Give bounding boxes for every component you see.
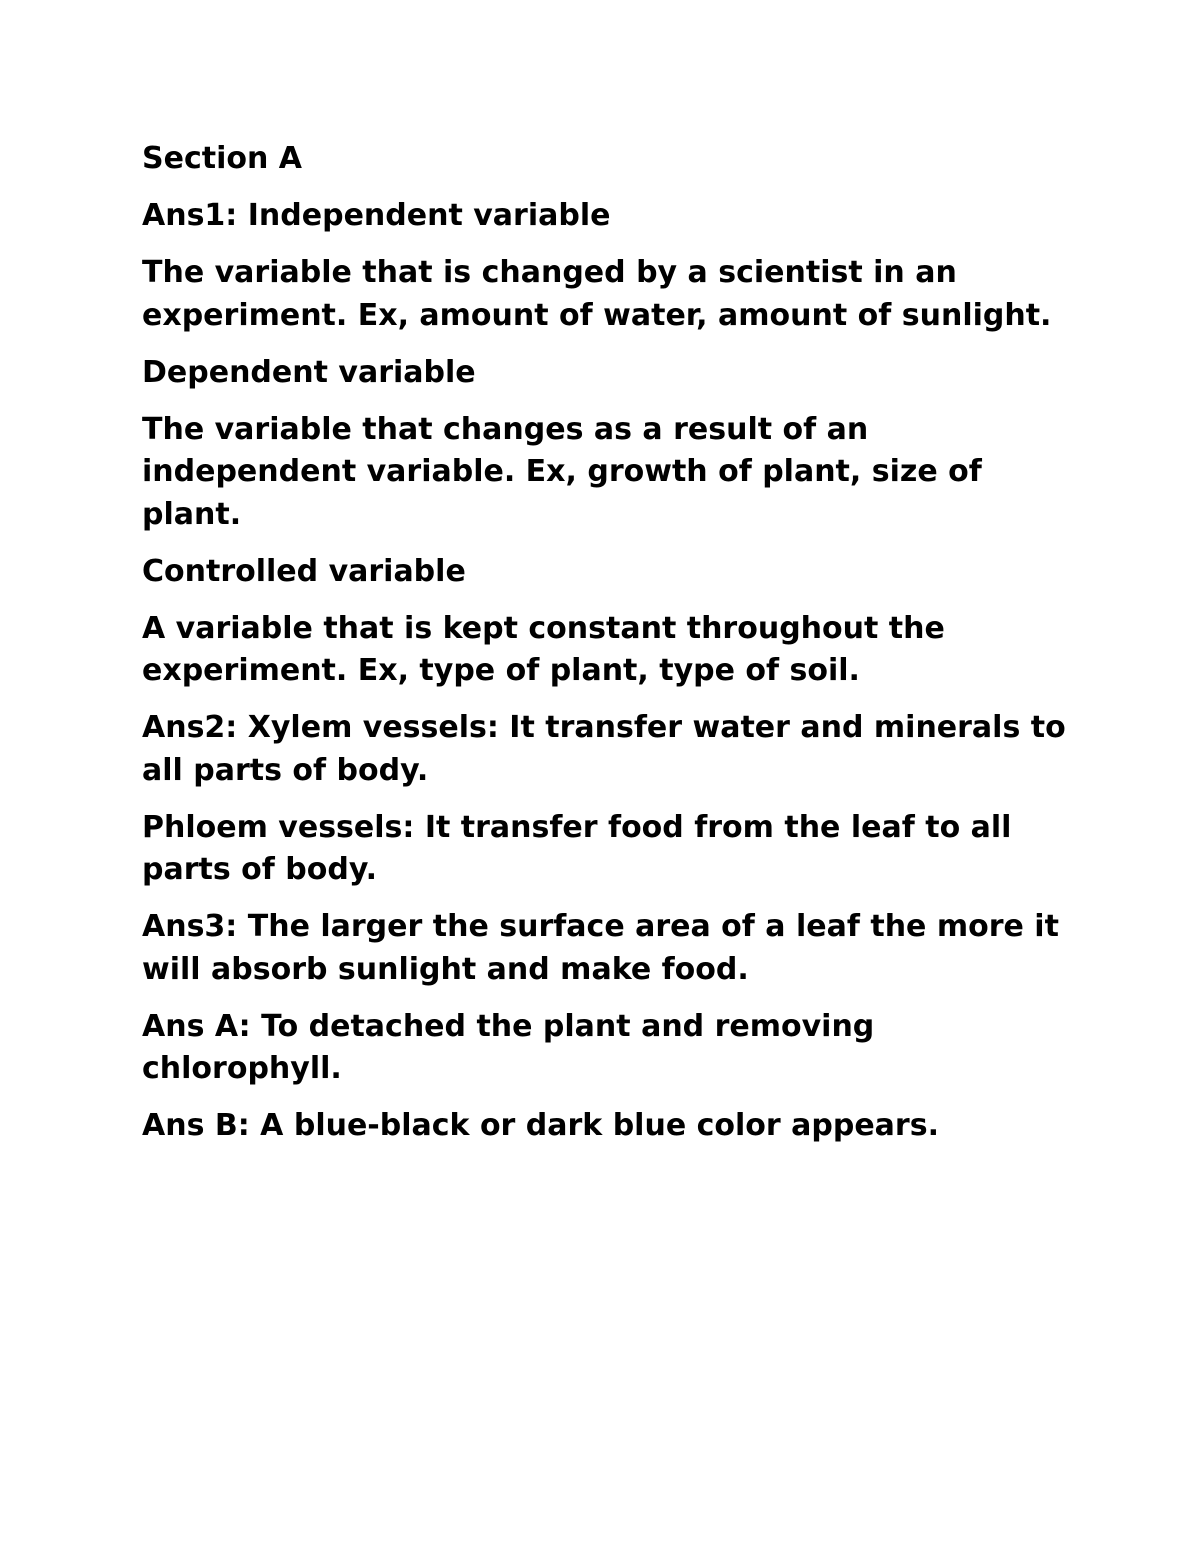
answer-a: Ans A: To detached the plant and removing chlorophyll. — [142, 1008, 875, 1086]
dependent-variable-definition: The variable that changes as a result of an independent variable. Ex, growth of plant, size of plant. — [142, 411, 982, 532]
answer-1-heading: Ans1: Independent variable — [142, 198, 611, 233]
answer-2-xylem: Ans2: Xylem vessels: It transfer water and minerals to all parts of body. — [142, 710, 1066, 788]
controlled-variable-definition: A variable that is kept constant throughout the experiment. Ex, type of plant, type of soil. — [142, 610, 945, 688]
section-heading: Section A — [142, 141, 302, 176]
dependent-variable-heading: Dependent variable — [142, 354, 476, 390]
document-body — [142, 138, 1072, 1162]
answer-2-phloem: Phloem vessels: It transfer food from the leaf to all parts of body. — [142, 809, 1012, 887]
answer-3: Ans3: The larger the surface area of a leaf the more it will absorb sunlight and make food. — [142, 909, 1059, 987]
controlled-variable-heading: Controlled variable — [142, 553, 466, 589]
independent-variable-definition: The variable that is changed by a scientist in an experiment. Ex, amount of water, amount of sunlight. — [142, 255, 1052, 333]
answer-b: Ans B: A blue-black or dark blue color appears. — [142, 1108, 939, 1143]
